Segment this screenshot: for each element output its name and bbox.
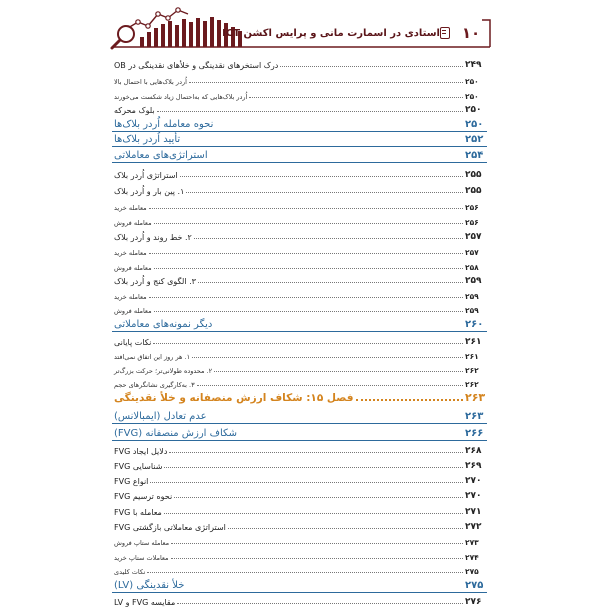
toc-entry-title: معامله ستاپ فروش (114, 539, 170, 547)
section-underline (112, 440, 487, 441)
toc-section-entry (112, 316, 487, 330)
toc-entry-title: درک استخرهای نقدینگی و خلأهای نقدینگی در OB (114, 61, 279, 70)
toc-section-entry (112, 408, 487, 422)
toc-page-number: ۲۵۶ (465, 203, 479, 212)
toc-entry-title: نحوه معامله اُردر بلاک‌ها (114, 119, 214, 130)
toc-entry-title: ۲. خط روند و اُردر بلاک (114, 233, 192, 242)
toc-page-number: ۲۶۱ (465, 352, 479, 361)
toc-entry-title: معاملات ستاپ خرید (114, 554, 169, 562)
toc-entry (112, 182, 487, 196)
toc-page-number: ۲۵۰ (465, 92, 479, 101)
toc-entry (112, 375, 487, 389)
page-number: ۱۰ (461, 24, 481, 42)
toc-entry-title: عدم تعادل (ایمبالانس) (114, 411, 207, 422)
toc-entry (112, 72, 487, 86)
toc-leader-dots (154, 311, 463, 312)
toc-entry (112, 272, 487, 286)
toc-entry (112, 518, 487, 532)
toc-leader-dots (150, 482, 463, 483)
toc-entry (112, 593, 487, 607)
toc-entry-title: معامله فروش (114, 264, 152, 272)
toc-page-number: ۲۶۱ (465, 337, 482, 347)
toc-section-entry (112, 116, 487, 130)
toc-entry (112, 361, 487, 375)
toc-leader-dots (280, 66, 463, 67)
toc-page-number: ۲۷۵ (465, 580, 484, 591)
toc-page-number: ۲۷۱ (465, 507, 482, 517)
toc-entry (112, 533, 487, 547)
book-icon (440, 27, 450, 39)
toc-leader-dots (249, 97, 463, 98)
toc-page-number: ۲۶۲ (465, 380, 479, 389)
toc-page-number: ۲۶۲ (465, 366, 479, 375)
toc-section-entry (112, 147, 487, 161)
toc-entry-title: معامله خرید (114, 249, 147, 257)
toc-section-entry (112, 577, 487, 591)
toc-page-number: ۲۵۷ (465, 232, 482, 242)
toc-entry-title: شناسایی FVG (114, 462, 163, 471)
toc-entry (112, 87, 487, 101)
toc-leader-dots (189, 82, 463, 83)
toc-entry-title: معامله فروش (114, 307, 152, 315)
toc-entry-title: معامله با FVG (114, 508, 162, 517)
toc-leader-dots (147, 572, 463, 573)
book-title: استادی در اسمارت مانی و پرایس اکشن ICT (222, 28, 440, 39)
toc-leader-dots (169, 452, 463, 453)
toc-section-entry (112, 425, 487, 439)
toc-entry-title: فصل ۱۵: شکاف ارزش منصفانه و خلأ نقدینگی (114, 392, 354, 404)
toc-page-number: ۲۷۲ (465, 522, 482, 532)
toc-page-number: ۲۷۰ (465, 476, 482, 486)
section-underline (112, 423, 487, 424)
toc-leader-dots (154, 268, 463, 269)
toc-leader-dots (214, 371, 463, 372)
toc-leader-dots (149, 253, 463, 254)
toc-page-number: ۲۶۳ (465, 391, 486, 404)
toc-entry (112, 347, 487, 361)
toc-entry-title: تأیید اُردر بلاک‌ها (114, 134, 181, 145)
toc-entry-title: استراتژی اُردر بلاک (114, 171, 178, 180)
toc-entry-title: نحوه ترسیم FVG (114, 492, 173, 501)
toc-entry (112, 442, 487, 456)
toc-leader-dots (228, 528, 463, 529)
toc-entry (112, 503, 487, 517)
page-header (0, 0, 600, 56)
toc-entry-title: انواع FVG (114, 477, 149, 486)
toc-entry (112, 287, 487, 301)
toc-leader-dots (164, 513, 463, 514)
toc-entry-title: ۱. هر روز این اتفاق نمی‌افتد (114, 353, 191, 361)
toc-leader-dots (180, 176, 463, 177)
toc-page-number: ۲۶۰ (465, 319, 484, 330)
toc-page-number: ۲۵۹ (465, 306, 479, 315)
toc-leader-dots (171, 543, 463, 544)
toc-page-number: ۲۷۶ (465, 597, 482, 607)
toc-leader-dots (194, 238, 463, 239)
toc-entry (112, 198, 487, 212)
toc-page-number: ۲۵۹ (465, 276, 482, 286)
toc-page-number: ۲۵۴ (465, 150, 484, 161)
toc-entry-title: معامله خرید (114, 293, 147, 301)
toc-leader-dots (197, 385, 463, 386)
toc-entry-title: شکاف ارزش منصفانه (FVG) (114, 428, 237, 439)
toc-page-number: ۲۶۶ (465, 428, 484, 439)
section-underline (112, 592, 487, 593)
toc-leader-dots (164, 467, 463, 468)
section-underline (112, 146, 487, 147)
toc-entry (112, 487, 487, 501)
toc-entry-title: مقایسه FVG و LV (114, 598, 176, 607)
toc-page-number: ۲۵۹ (465, 292, 479, 301)
section-underline (112, 331, 487, 332)
toc-entry-title: معامله خرید (114, 204, 147, 212)
toc-entry-title: بلوک محرکه (114, 106, 155, 115)
toc-entry-title: استراتژی معاملاتی بازگشتی FVG (114, 523, 226, 532)
toc-entry-title: ۳. به‌کارگیری نشانگرهای حجم (114, 381, 195, 389)
toc-leader-dots (153, 343, 463, 344)
toc-entry (112, 228, 487, 242)
toc-page-number: ۲۵۷ (465, 248, 479, 257)
toc-page-number: ۲۵۰ (465, 77, 479, 86)
section-underline (112, 131, 487, 132)
toc-entry-title: اُردر بلاک‌هایی که به‌احتمال زیاد شکست می‌خورند (114, 93, 248, 101)
toc-entry-title: ۳. الگوی کنج و اُردر بلاک (114, 277, 196, 286)
section-underline (112, 162, 487, 163)
toc-page-number: ۲۶۹ (465, 461, 482, 471)
toc-section-entry (112, 131, 487, 145)
toc-entry (112, 333, 487, 347)
toc-entry-title: ۱. پین بار و اُردر بلاک (114, 187, 185, 196)
toc-page-number: ۲۵۰ (465, 119, 484, 130)
toc-leader-dots (154, 223, 463, 224)
toc-page-number: ۲۷۴ (465, 553, 479, 562)
toc-page-number: ۲۷۳ (465, 538, 479, 547)
toc-page-number: ۲۵۰ (465, 105, 482, 115)
toc-page-number: ۲۶۳ (465, 411, 484, 422)
toc-page-number: ۲۵۵ (465, 186, 482, 196)
toc-page-number: ۲۵۲ (465, 134, 484, 145)
toc-page-number: ۲۵۶ (465, 218, 479, 227)
toc-entry (112, 258, 487, 272)
toc-leader-dots (177, 603, 463, 604)
toc-leader-dots (171, 558, 463, 559)
toc-page-number: ۲۶۸ (465, 446, 482, 456)
toc-entry-title: اُردر بلاک‌هایی با احتمال بالا (114, 78, 187, 86)
toc-page-number: ۲۵۸ (465, 263, 479, 272)
toc-entry-title: نکات کلیدی (114, 568, 146, 576)
toc-entry-title: معامله فروش (114, 219, 152, 227)
toc-entry-title: استراتژی‌های معاملاتی (114, 150, 208, 161)
toc-leader-dots (198, 282, 463, 283)
toc-entry-title: دلایل ایجاد FVG (114, 447, 168, 456)
toc-leader-dots (149, 297, 463, 298)
toc-entry (112, 166, 487, 180)
toc-entry-title: ۲. محدوده طولانی‌تر؛ حرکت بزرگ‌تر (114, 367, 213, 375)
toc-chapter-entry (112, 390, 487, 404)
toc-leader-dots (186, 192, 463, 193)
toc-entry (112, 301, 487, 315)
toc-page-number: ۲۷۵ (465, 567, 479, 576)
toc-entry (112, 213, 487, 227)
toc-entry (112, 562, 487, 576)
toc-page-number: ۲۵۵ (465, 170, 482, 180)
toc-entry (112, 243, 487, 257)
toc-leader-dots (149, 208, 463, 209)
toc-entry (112, 56, 487, 70)
toc-entry-title: دیگر نمونه‌های معاملاتی (114, 319, 213, 330)
toc-entry (112, 457, 487, 471)
toc-leader-dots (174, 497, 463, 498)
toc-entry (112, 548, 487, 562)
toc-leader-dots (192, 357, 463, 358)
toc-entry-title: نکات پایانی (114, 338, 152, 347)
toc-entry (112, 101, 487, 115)
toc-page-number: ۲۴۹ (465, 60, 482, 70)
toc-leader-dots (157, 111, 463, 112)
toc-entry-title: خلأ نقدینگی (LV) (114, 580, 185, 591)
toc-entry (112, 472, 487, 486)
toc-page-number: ۲۷۰ (465, 491, 482, 501)
toc-leader-dots (356, 399, 464, 401)
